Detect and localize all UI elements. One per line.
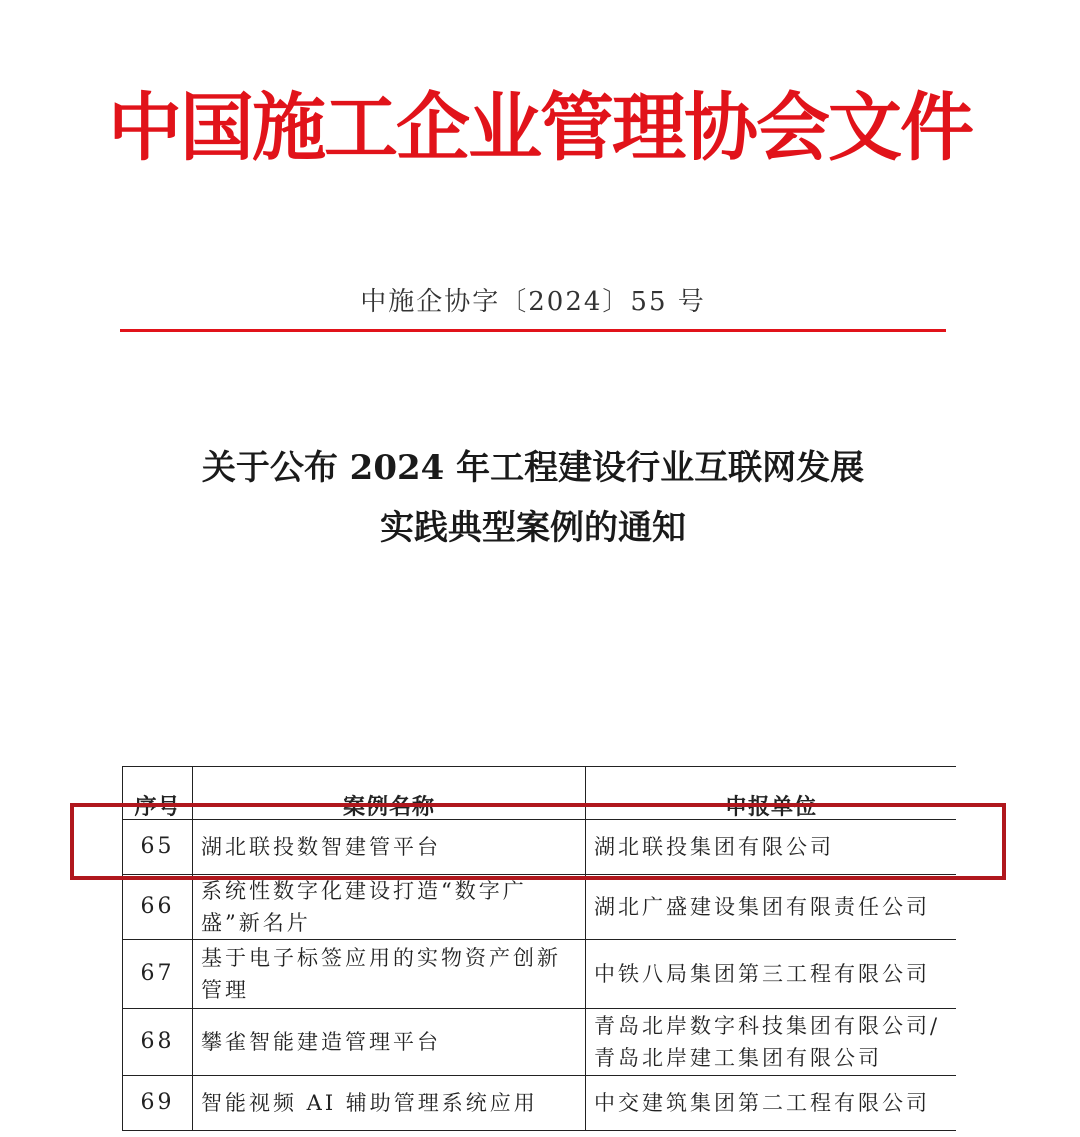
applicant-unit: 青岛北岸数字科技集团有限公司/青岛北岸建工集团有限公司 bbox=[586, 1009, 957, 1076]
header-case-name: 案例名称 bbox=[193, 767, 586, 820]
applicant-unit: 湖北广盛建设集团有限责任公司 bbox=[586, 875, 957, 940]
header-applicant-unit: 申报单位 bbox=[586, 767, 957, 820]
case-name: 基于电子标签应用的实物资产创新管理 bbox=[193, 940, 586, 1009]
table-row bbox=[123, 1076, 957, 1131]
case-name: 攀雀智能建造管理平台 bbox=[193, 1009, 586, 1076]
table-row bbox=[123, 1009, 957, 1076]
cases-table-container bbox=[122, 766, 956, 1137]
row-number: 69 bbox=[123, 1076, 193, 1131]
header-no: 序号 bbox=[123, 767, 193, 820]
table-row bbox=[123, 875, 957, 940]
applicant-unit: 中交建筑集团第二工程有限公司 bbox=[586, 1076, 957, 1131]
notice-title-line-2: 实践典型案例的通知 bbox=[380, 508, 686, 548]
case-name: 湖北联投数智建管平台 bbox=[193, 820, 586, 875]
table-row bbox=[123, 940, 957, 1009]
table-header-row bbox=[123, 767, 957, 820]
table-row bbox=[123, 820, 957, 875]
document-number: 中施企协字〔2024〕55 号 bbox=[360, 287, 706, 317]
row-number: 67 bbox=[123, 940, 193, 1009]
row-number: 66 bbox=[123, 875, 193, 940]
applicant-unit: 中铁八局集团第三工程有限公司 bbox=[586, 940, 957, 1009]
case-name: 系统性数字化建设打造“数字广盛”新名片 bbox=[193, 875, 586, 940]
row-number: 65 bbox=[123, 820, 193, 875]
row-number: 68 bbox=[123, 1009, 193, 1076]
red-divider-line bbox=[120, 329, 946, 332]
applicant-unit: 湖北联投集团有限公司 bbox=[586, 820, 957, 875]
case-name: 智能视频 AI 辅助管理系统应用 bbox=[193, 1076, 586, 1131]
masthead-title: 中国施工企业管理协会文件 bbox=[108, 85, 972, 171]
notice-title-line-1: 关于公布 2024 年工程建设行业互联网发展 bbox=[201, 448, 865, 488]
cases-table bbox=[122, 766, 956, 1131]
